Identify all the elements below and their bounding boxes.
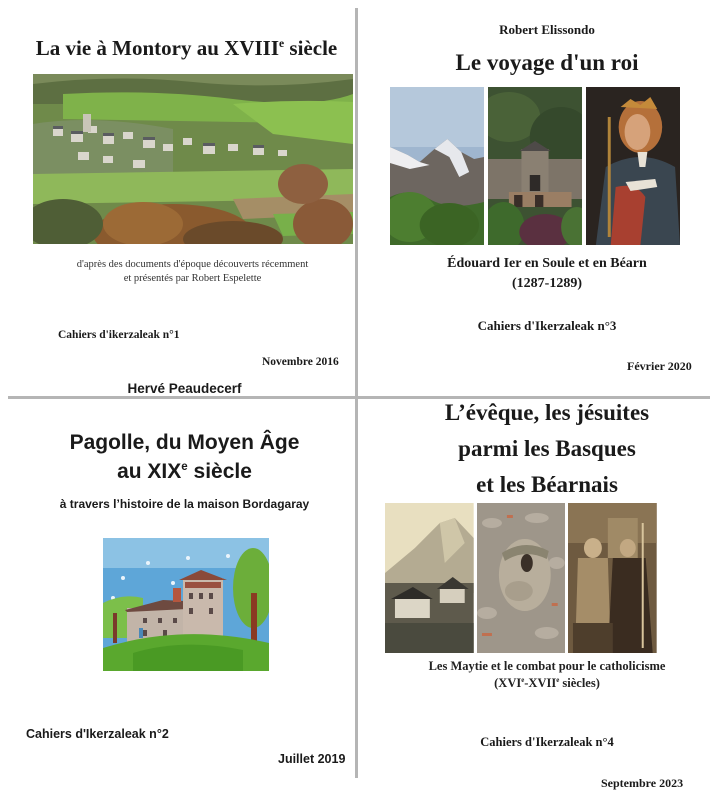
- cover1-subtitle: d'après des documents d'époque découverts récemment et présentés par Robert Espelette: [76, 259, 309, 284]
- cover3-photo-strip: [390, 87, 680, 245]
- village-landscape-photo: [33, 74, 353, 244]
- house-on-hill-painting: [103, 538, 269, 671]
- king-portrait: [586, 87, 680, 245]
- cover2-date: Juillet 2019: [278, 752, 346, 766]
- cover1-title: La vie à Montory au XVIIIe siècle: [35, 36, 338, 60]
- cover3-date: Février 2020: [627, 359, 692, 373]
- cover4-subtitle: Les Maytie et le combat pour le catholicisme (XVIe-XVIIe siècles): [428, 659, 666, 690]
- cover2-title: Pagolle, du Moyen Âge au XIXe siècle: [69, 431, 300, 483]
- cover2-series-label: Cahiers d'Ikerzaleak n°2: [26, 727, 169, 741]
- cover4-date: Septembre 2023: [601, 776, 684, 790]
- old-village-photo: [385, 503, 474, 653]
- cover2-subtitle: à travers l’histoire de la maison Bordagaray: [59, 497, 310, 511]
- cover1-series-label: Cahiers d'ikerzaleak n°1: [58, 329, 180, 341]
- cover1-date: Novembre 2016: [262, 356, 339, 368]
- cover2-author: Hervé Peaudecerf: [127, 381, 242, 396]
- mountain-photo: [390, 87, 484, 245]
- engraving-jesuit: [568, 503, 657, 653]
- cover3-subtitle: Édouard Ier en Soule et en Béarn (1287-1289): [447, 256, 647, 291]
- cover4-series-label: Cahiers d'Ikerzaleak n°4: [480, 735, 614, 749]
- cover4-title: L’évêque, les jésuites parmi les Basques et les Béarnais: [444, 400, 650, 497]
- cover4-photo-strip: [385, 503, 657, 653]
- cover3-title: Le voyage d'un roi: [455, 50, 639, 75]
- cover3-series-label: Cahiers d'Ikerzaleak n°3: [477, 318, 617, 333]
- castle-photo: [488, 87, 582, 245]
- stone-gargoyle-photo: [477, 503, 566, 653]
- cover3-author: Robert Elissondo: [499, 22, 595, 37]
